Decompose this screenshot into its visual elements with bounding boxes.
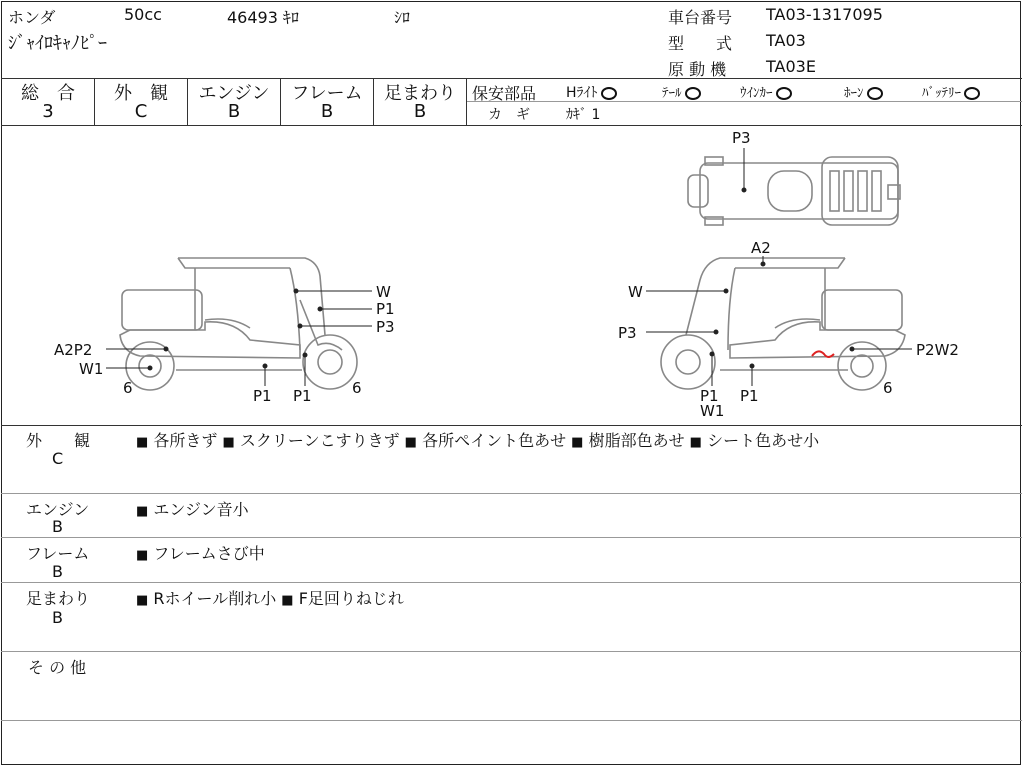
safety-item-label: ﾎｰﾝ [844,86,864,101]
safety-label: 保安部品 [472,84,537,103]
grade-label-overall: 総 合 [21,83,75,104]
label-left-a2p2: A2P2 [54,341,93,359]
section-grade-exterior: C [52,449,64,468]
circle-mark-icon [867,87,883,100]
grade-value-engine: B [227,101,241,122]
bullet-icon: ■ [136,548,149,563]
frame-no-label: 車台番号 [668,8,733,27]
label-left-6-rear: 6 [123,379,133,397]
section-label-frame: フレーム [26,544,90,563]
divider [1,493,1022,494]
divider [1,425,1022,426]
grade-label-suspension: 足まわり [384,83,456,104]
circle-mark-icon [776,87,792,100]
bullet-icon: ■ [136,593,149,608]
label-left-p1-bottom-b: P1 [293,387,312,405]
type-value: TA03 [766,31,806,50]
section-grade-engine: B [52,517,63,536]
grade-value-overall: 3 [42,101,54,122]
bullet-icon: ■ [281,593,294,608]
safety-item-label: Hﾗｲﾄ [566,85,598,101]
key-label: カ ギ [488,107,530,123]
label-right-w: W [628,283,643,301]
label-left-w1: W1 [79,360,104,378]
safety-item-label: ﾃｰﾙ [662,86,682,101]
label-top-p3: P3 [732,129,751,147]
grade-value-suspension: B [413,101,427,122]
section-grade-suspension: B [52,608,63,627]
section-notes-suspension: ■ Rホイール削れ小 ■ F足回りねじれ [136,589,404,608]
body-color: ｼﾛ [394,8,411,27]
section-label-exterior: 外 観 [26,431,91,450]
frame-no: TA03-1317095 [766,5,883,24]
safety-item-tail [662,82,701,101]
section-label-suspension: 足まわり [26,589,91,608]
section-label-other: そ の 他 [28,658,87,677]
safety-item-horn [844,82,883,101]
circle-mark-icon [601,87,617,100]
label-right-p1: P1 [700,387,719,405]
safety-item-label: ﾊﾞｯﾃﾘｰ [922,86,961,101]
label-right-p2w2: P2W2 [916,341,959,359]
engine-label: 原 動 機 [668,60,727,79]
divider [1,582,1022,583]
mileage: 46493 ｷﾛ [227,8,299,27]
bullet-icon: ■ [222,435,235,450]
grade-value-exterior: C [134,101,148,122]
safety-item-headlight [566,82,617,102]
section-label-engine: エンジン [26,500,90,519]
label-left-w: W [376,283,391,301]
bullet-icon: ■ [571,435,584,450]
bullet-icon: ■ [136,435,149,450]
safety-item-battery [922,82,980,101]
grade-label-engine: エンジン [198,83,270,104]
circle-mark-icon [685,87,701,100]
divider [467,101,1022,102]
model-name: ｼﾞｬｲﾛｷｬﾉﾋﾟｰ [8,33,107,54]
divider [1,537,1022,538]
label-right-6: 6 [883,379,893,397]
label-left-p1-bottom-a: P1 [253,387,272,405]
bullet-icon: ■ [689,435,702,450]
safety-item-winker [740,82,792,101]
section-notes-frame: ■ フレームさび中 [136,544,265,563]
key-value: ｶｷﾞ 1 [566,107,601,123]
grade-label-frame: フレーム [291,83,363,104]
label-left-p1: P1 [376,300,395,318]
label-left-p3: P3 [376,318,395,336]
section-grade-frame: B [52,562,63,581]
label-right-a2: A2 [751,239,771,257]
grade-label-exterior: 外 観 [114,83,168,104]
divider [1,720,1022,721]
divider [1,125,1022,126]
maker: ホンダ [8,8,56,27]
label-right-p3: P3 [618,324,637,342]
label-left-6-front: 6 [352,379,362,397]
bullet-icon: ■ [136,504,149,519]
circle-mark-icon [964,87,980,100]
safety-item-label: ｳｲﾝｶｰ [740,86,773,101]
bullet-icon: ■ [404,435,417,450]
grade-value-frame: B [320,101,334,122]
section-notes-engine: ■ エンジン音小 [136,500,249,519]
divider [1,651,1022,652]
label-right-p1-b: P1 [740,387,759,405]
section-notes-exterior: ■ 各所きず ■ スクリーンこすりきず ■ 各所ペイント色あせ ■ 樹脂部色あせ ■ シート色あせ小 [136,431,820,450]
displacement: 50cc [124,5,162,24]
label-right-w1: W1 [700,402,725,420]
engine-value: TA03E [766,57,816,76]
type-label: 型 式 [668,34,733,53]
